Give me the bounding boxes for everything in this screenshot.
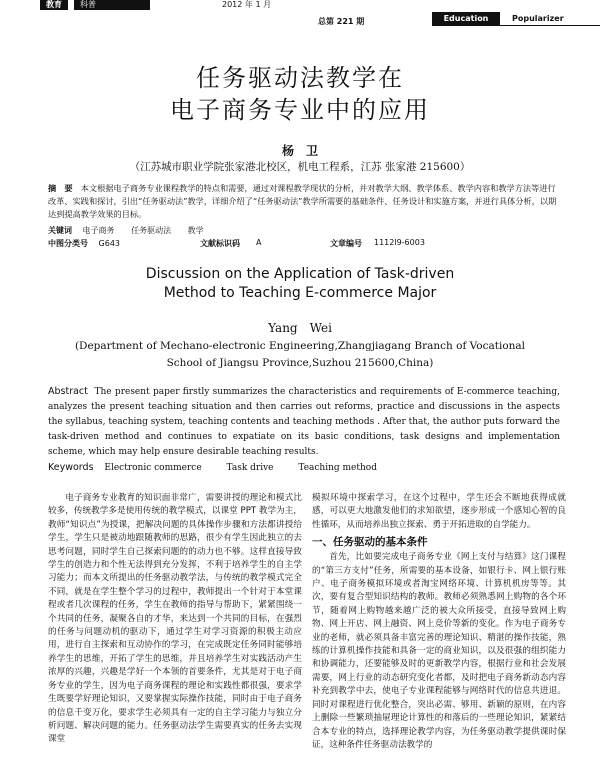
abstract-cn-label: 摘 要 bbox=[48, 183, 73, 193]
article-no-label: 文章编号 bbox=[330, 239, 362, 248]
keywords-en bbox=[48, 462, 399, 473]
body-column-left bbox=[48, 492, 302, 747]
header-date: 2012 年 1 月 bbox=[222, 0, 272, 9]
keyword-cn: 任务驱动法 bbox=[131, 226, 172, 235]
issue-number: 总第 221 期 bbox=[318, 17, 365, 26]
section-label: Education bbox=[432, 12, 500, 26]
keyword-en: Teaching method bbox=[298, 463, 377, 473]
title-cn-line-1: 任务驱动法教学在 bbox=[196, 64, 404, 92]
doc-code-value: A bbox=[256, 238, 262, 247]
keyword-cn: 教学 bbox=[187, 226, 204, 235]
doc-code-label: 文献标识码 bbox=[200, 239, 240, 248]
keywords-en-label: Keywords bbox=[48, 462, 94, 473]
keyword-en: Electronic commerce bbox=[104, 463, 202, 473]
author-en: Yang Wei bbox=[268, 321, 332, 335]
title-en-line-2: Method to Teaching E-commerce Major bbox=[163, 285, 437, 301]
title-en-line-1: Discussion on the Application of Task-driven bbox=[145, 266, 455, 282]
clc-label: 中图分类号 bbox=[48, 239, 88, 248]
header-tag-1: 教育 bbox=[40, 0, 68, 10]
affiliation-en: (Department of Mechano-electronic Engineering,Zhangjiagang Branch of Vocational School of Jiangsu Province,Suzhou 215600,China) bbox=[74, 340, 526, 369]
keyword-en: Task drive bbox=[226, 463, 274, 473]
keywords-cn bbox=[48, 225, 204, 236]
clc-value: G643 bbox=[98, 239, 121, 248]
abstract-en-text: The present paper firstly summarizes the characteristics and requirements of E-commerce teaching, analyzes the present teaching situation and then carries out reforms, practice and discussions in the aspects the syllabus, teaching system, teaching contents and teaching methods . After that, the author puts forward the task-driven method and continues to expatiate on its basic conditions, task designs and implementation scheme, which may help ensure desirable teaching results. bbox=[48, 387, 560, 457]
body-column-right bbox=[312, 492, 566, 752]
abstract-cn-text: 本文根据电子商务专业课程教学的特点和需要，通过对课程教学现状的分析，并对教学大纲、教学体系、教学内容和教学方法等进行改革、实践和探讨，引出“任务驱动法”教学，详细介绍了“任务驱动法”教学所需要的基础条件、任务设计和实施方案，并进行具体分析，以期达到提高教学效果的目标。 bbox=[48, 183, 557, 219]
header-tag-2: 科普 bbox=[74, 0, 150, 10]
classification-line bbox=[48, 238, 560, 249]
abstract-en bbox=[48, 384, 560, 460]
abstract-cn bbox=[48, 182, 558, 221]
article-no-value: 1112l9-6003 bbox=[374, 238, 425, 247]
body-paragraph: 电子商务专业教育的知识面非常广，需要讲授的理论和模式比较多，传统教学多是使用传统的教学模式，以课堂 PPT 教学为主，教师“知识点”为授课，把解决问题的具体操作步骤和方法都讲授给学生，学生只是被动地跟随教师的思路，很少有学生因此独立的去思考问题，同时学生自己探索问题的的动力也不够。这样直接导致学生的创造力和个性无法得到充分发挥，不利于培养学生的自主学习能力；而本文所提出的任务驱动教学法，与传统的教学模式完全不同，就是在学生整个学习的过程中，教师提出一个针对于本堂课程或者几次课程的任务，学生在教师的指导与帮助下，紧紧围绕一个共同的任务，凝聚各自的才华，来达到一个共同的目标，在强烈的任务与问题动机的驱动下，通过学生对学习资源的积极主动应用，进行自主探索和互动协作的学习，在完成既定任务同时能够培养学生的思维，开拓了学生的思维，并且培养学生对实践活动产生浓厚的兴趣，兴趣是学好一个本领的首要条件，尤其是对于电子商务专业的学生，因为电子商务课程的理论和实践性都很强，要求学生既要学好理论知识，又要掌握实际操作技能，同时由于电子商务的信息千变万化，要求学生必须具有一定的自主学习能力与独立分析问题、解决问题的能力。任务驱动法学生需要真实的任务去实现课堂 bbox=[48, 493, 302, 745]
keyword-cn: 电子商务 bbox=[82, 226, 115, 235]
body-paragraph: 首先，比如要完成电子商务专业《网上支付与结算》这门课程的“第三方支付”任务，所需要的基本设备，如银行卡、网上银行账户、电子商务模拟环境或者淘宝网络环境、计算机机房等等。其次，要有复合型知识结构的教师。教师必须熟悉网上购物的各个环节，随着网上购物越来越广泛的被大众所接受，直接导致网上购物、网上开店、网上融资、网上竞价等新的变化。作为电子商务专业的老师，就必须具备丰富完善的理论知识、精湛的操作技能，熟练的计算机操作技能和具备一定的商业知识，以及很强的组织能力和协调能力，还要能够及时的更新教学内容，根据行业和社会发展需要，网上行业的动态研究变化者都，及时把电子商务新动态内容补充到教学中去，使电子专业课程能够与网络时代的信息共进退。同时对课程进行优化整合，突出必需、够用、新颖的原则，在内容上删除一些繁琐抽屉理论计算性的和落后的一些理论知识，紧紧结合本专业的特点，选择理论教学内容，为任务驱动教学提供课时保证，这种条件任务驱动法教学的 bbox=[312, 552, 566, 750]
section-heading: 一、任务驱动的基本条件 bbox=[312, 536, 428, 549]
affiliation-cn: （江苏城市职业学院张家港北校区，机电工程系，江苏 张家港 215600） bbox=[129, 161, 471, 173]
abstract-en-label: Abstract bbox=[48, 386, 88, 397]
title-cn-line-2: 电子商务专业中的应用 bbox=[170, 96, 430, 124]
body-paragraph: 模拟环境中探索学习，在这个过程中，学生还会不断地获得成就感，可以更大地激发他们的求知欲望，逐步形成一个感知心智的良性循环，从而培养出独立探索、勇于开拓进取的自学能力。 bbox=[312, 493, 566, 530]
journal-name: Popularizer bbox=[500, 12, 600, 26]
author-cn: 杨 卫 bbox=[281, 144, 318, 158]
keywords-cn-label: 关键词 bbox=[48, 226, 72, 235]
